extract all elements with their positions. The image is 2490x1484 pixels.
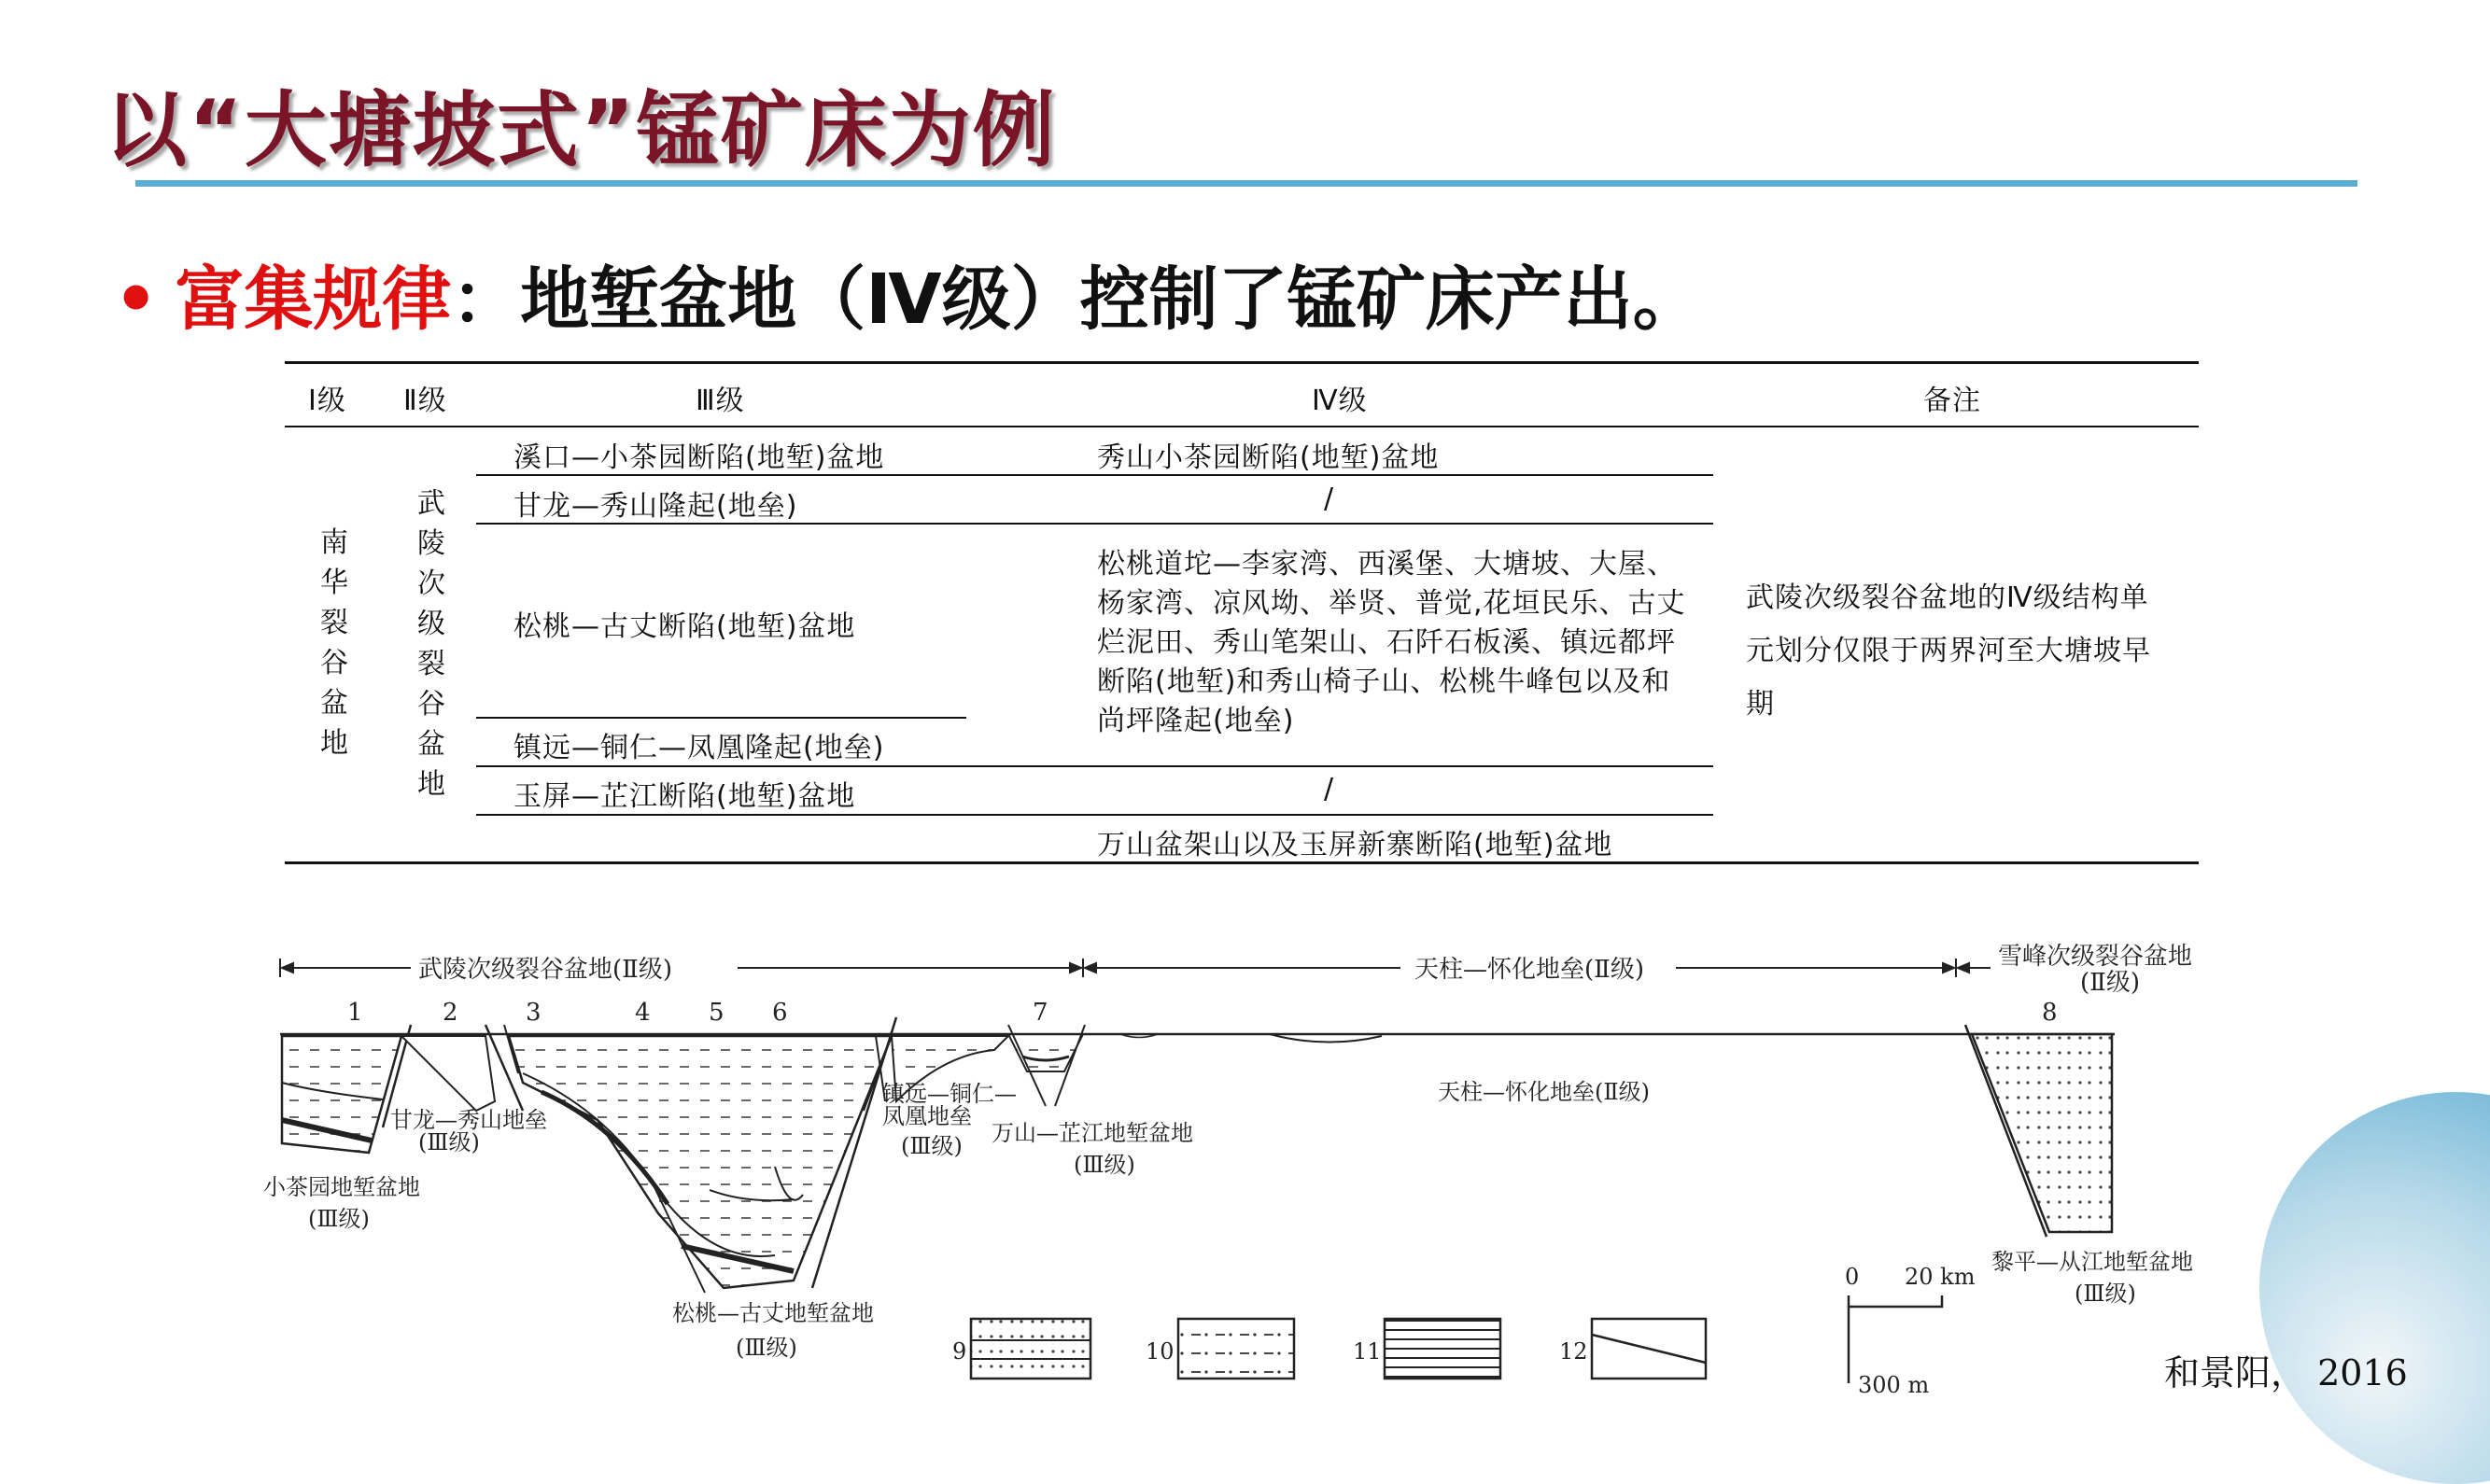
level4-cell: / [1324,773,1335,805]
header-remark: 备注 [1923,385,1981,417]
bullet-text: ：地堑盆地（Ⅳ级）控制了锰矿床产出。 [451,259,1702,340]
level4-cell: 秀山小茶园断陷(地堑)盆地 [1097,441,1440,474]
xuefeng-span-level: (Ⅱ级) [2080,969,2140,997]
songtao-level: (Ⅲ级) [736,1335,797,1361]
legend-number: 10 [1146,1338,1175,1365]
wuling-span-label: 武陵次级裂谷盆地(Ⅱ级) [418,956,672,984]
tianzhu-label: 天柱—怀化地垒(Ⅱ级) [1438,1079,1651,1105]
level3-cell: 溪口—小茶园断陷(地堑)盆地 [513,441,885,474]
section-number: 8 [2042,999,2058,1027]
level4-cell: 松桃道坨—李家湾、西溪堡、大塘坡、大屋、杨家湾、凉风坳、举贤、普觉,花垣民乐、古丈烂泥田、秀山笔架山、石阡石板溪、镇远都坪断陷(地堑)和秀山椅子山、松桃牛峰包以及和尚坪隆起(地垒) [1097,548,1686,737]
scale-zero: 0 [1845,1264,1860,1290]
bullet-dot-icon: • [114,259,159,340]
liping-level: (Ⅲ级) [2075,1281,2136,1307]
ganlong-label: 甘龙—秀山地垒 [390,1107,547,1133]
legend-number: 9 [952,1338,967,1365]
citation: 和景阳， 2016 [2164,1352,2408,1393]
bullet-keyword: 富集规律 [175,259,452,340]
xiaochayuan-label: 小茶园地堑盆地 [263,1174,420,1200]
header-level1: Ⅰ级 [308,385,346,417]
section-number: 5 [709,999,724,1027]
wanshan-label: 万山—芷江地堑盆地 [992,1120,1193,1146]
xuefeng-span-label: 雪峰次级裂谷盆地 [1998,943,2193,971]
level1-cell: 南华裂谷盆地 [320,526,348,760]
zhenyuan-level: (Ⅲ级) [901,1133,963,1159]
level3-cell: 镇远—铜仁—凤凰隆起(地垒) [513,732,885,764]
slide-title: 以“大塘坡式”锰矿床为例 [105,82,1057,178]
legend-dotted-swatch [971,1319,1090,1379]
legend-number: 12 [1559,1338,1588,1365]
tianzhu-span-label: 天柱—怀化地垒(Ⅱ级) [1414,956,1644,984]
ganlong-level: (Ⅲ级) [418,1129,480,1155]
legend-lined-swatch [1385,1319,1500,1379]
section-number: 7 [1033,999,1048,1027]
header-level4: Ⅳ级 [1312,385,1368,417]
songtao-label: 松桃—古丈地堑盆地 [672,1300,874,1326]
level3-cell: 玉屏—芷江断陷(地堑)盆地 [513,780,856,813]
header-level3: Ⅲ级 [696,385,745,417]
level3-cell: 甘龙—秀山隆起(地垒) [513,490,798,523]
zhenyuan-label: 镇远—铜仁— [882,1081,1017,1107]
section-number: 4 [635,999,651,1027]
header-level2: Ⅱ级 [403,385,447,417]
level3-cell: 松桃—古丈断陷(地堑)盆地 [513,610,856,643]
section-number: 6 [772,999,788,1027]
zhenyuan-label-2: 凤凰地垒 [882,1103,972,1129]
scale-bar [1849,1295,1942,1383]
level4-cell: / [1324,483,1335,515]
scale-m: 300 m [1858,1372,1930,1398]
section-number: 1 [347,999,363,1027]
remark-cell: 武陵次级裂谷盆地的Ⅳ级结构单元划分仅限于两界河至大塘坡早期 [1746,581,2151,721]
legend-number: 11 [1353,1338,1382,1365]
section-number: 2 [443,999,458,1027]
section-number: 3 [526,999,542,1027]
wanshan-level: (Ⅲ级) [1074,1152,1135,1178]
level2-cell: 武陵次级裂谷盆地 [417,487,445,801]
xiaochayuan-level: (Ⅲ级) [308,1206,370,1232]
scale-km: 20 km [1905,1264,1976,1290]
legend-dashdot-swatch [1178,1319,1294,1379]
level4-cell: 万山盆架山以及玉屏新寨断陷(地堑)盆地 [1097,829,1613,861]
liping-label: 黎平—从江地堑盆地 [1991,1249,2193,1275]
